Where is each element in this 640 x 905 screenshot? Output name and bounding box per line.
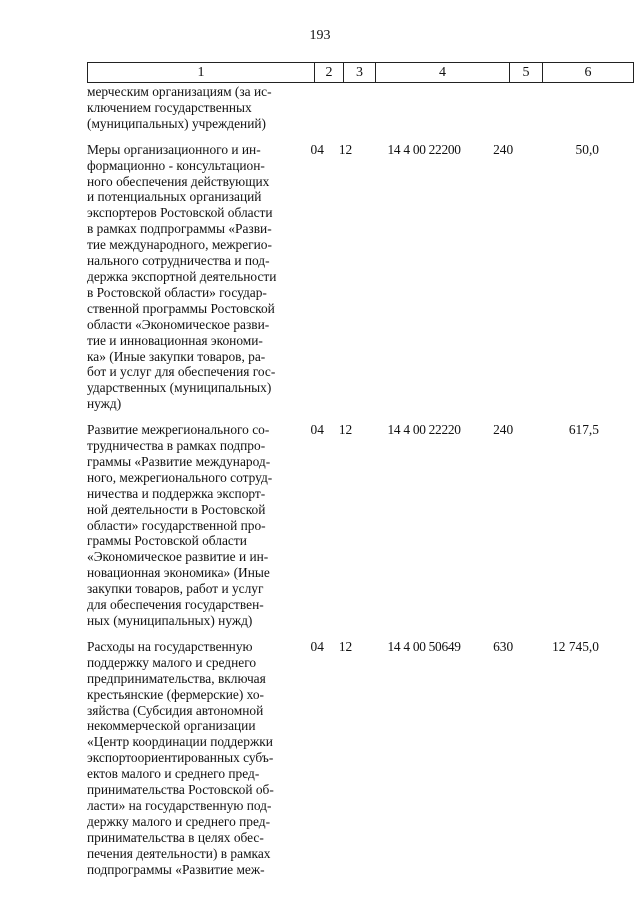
header-col-4: 4 [376, 63, 510, 82]
desc-line: подпрограммы «Развитие меж- [87, 861, 265, 877]
header-col-3: 3 [344, 63, 376, 82]
desc-line: ного, межрегионального сотруд- [87, 469, 273, 485]
desc-line: мерческим организациям (за ис- [87, 84, 272, 99]
row-description [87, 422, 304, 629]
header-col-5: 5 [510, 63, 543, 82]
pr-cell: 12 [338, 422, 353, 438]
sum-cell: 12 745,0 [552, 638, 599, 654]
vr-cell: 240 [493, 141, 514, 157]
desc-line: новационная экономика» (Иные [87, 565, 270, 581]
rz-cell: 04 [310, 422, 324, 438]
desc-line: бот и услуг для обеспечения гос- [87, 364, 276, 380]
desc-line: нужд) [87, 396, 122, 412]
desc-line: ственной программы Ростовской [87, 300, 275, 316]
desc-line: принимательства в целях обес- [87, 829, 264, 845]
desc-line: зяйства (Субсидия автономной [87, 702, 264, 718]
desc-line: тие и инновационная экономи- [87, 332, 263, 348]
desc-line: Меры организационного и ин- [87, 141, 261, 157]
desc-line: «Экономическое развитие и ин- [87, 549, 269, 565]
desc-line: ной дeятельности в Ростовской [87, 501, 266, 517]
desc-line: держку малого и среднего пред- [87, 813, 271, 829]
desc-line: закупки товаров, работ и услуг [87, 581, 264, 597]
csr-cell: 14 4 00 22220 [387, 422, 461, 438]
desc-line: для обеспечения государствен- [87, 597, 264, 613]
desc-line: нального сотрудничества и под- [87, 253, 270, 269]
csr-cell: 14 4 00 50649 [387, 638, 461, 654]
desc-line: предпринимательства, включая [87, 670, 266, 686]
desc-line: формационно - консультацион- [87, 157, 265, 173]
desc-line: печения деятельности) в рамках [87, 845, 271, 861]
desc-line: принимательства Ростовской об- [87, 782, 274, 798]
sum-cell: 50,0 [575, 141, 599, 157]
csr-cell: 14 4 00 22200 [387, 141, 461, 157]
pr-cell: 12 [338, 141, 353, 157]
desc-line: граммы «Развитие международ- [87, 453, 271, 469]
table-header [87, 62, 634, 83]
rz-cell: 04 [310, 638, 324, 654]
table-row [87, 639, 605, 878]
sum-cell: 617,5 [568, 422, 599, 438]
table-body [87, 84, 605, 878]
desc-line: держка экспортной деятельности [87, 268, 277, 284]
desc-line: области «Экономическое разви- [87, 316, 270, 332]
desc-line: граммы Ростовской области [87, 533, 247, 549]
desc-line: ного обеспечения действующих [87, 173, 270, 189]
desc-line: в рамках подпрограммы «Разви- [87, 221, 272, 237]
vr-cell: 630 [493, 638, 514, 654]
vr-cell: 240 [493, 422, 514, 438]
desc-line: тие международного, межрегио- [87, 237, 272, 253]
desc-line: ключением государственных [87, 99, 252, 115]
header-col-2: 2 [315, 63, 344, 82]
desc-line: в Ростовской области» государ- [87, 284, 267, 300]
desc-line: (муниципальных) учреждений) [87, 115, 267, 131]
page-number: 193 [309, 28, 331, 43]
pr-cell: 12 [338, 638, 353, 654]
desc-line: поддержку малого и среднего [87, 654, 257, 670]
desc-line: ных (муниципальных) нужд) [87, 613, 253, 628]
desc-line: области» государственной про- [87, 517, 266, 533]
desc-line: «Центр координации поддержки [87, 734, 273, 750]
desc-line: ласти» на государственную под- [87, 797, 272, 813]
desc-line: ектов малого и среднего пред- [87, 766, 260, 782]
desc-line: экспортоориентированных субъ- [87, 750, 274, 766]
desc-line: Расходы на государственную [87, 638, 253, 654]
continuation-text [87, 84, 313, 132]
table-row [87, 142, 605, 412]
rz-cell: 04 [310, 141, 324, 157]
row-description [87, 639, 304, 878]
row-description [87, 142, 304, 412]
desc-line: ударственных (муниципальных) [87, 380, 272, 396]
header-col-1: 1 [88, 63, 315, 82]
desc-line: и потенциальных организаций [87, 189, 262, 205]
desc-line: некоммерческой организации [87, 718, 256, 734]
table-row [87, 422, 605, 629]
desc-line: ка» (Иные закупки товаров, ра- [87, 348, 266, 364]
desc-line: трудничества в рамках подпро- [87, 438, 266, 454]
desc-line: Развитие межрегионального со- [87, 422, 270, 438]
desc-line: ничества и поддержка экспорт- [87, 485, 266, 501]
continuation-row [87, 84, 605, 132]
header-col-6: 6 [584, 65, 592, 80]
desc-line: крестьянские (фермерские) хо- [87, 686, 265, 702]
desc-line: экспортеров Ростовской области [87, 205, 273, 221]
